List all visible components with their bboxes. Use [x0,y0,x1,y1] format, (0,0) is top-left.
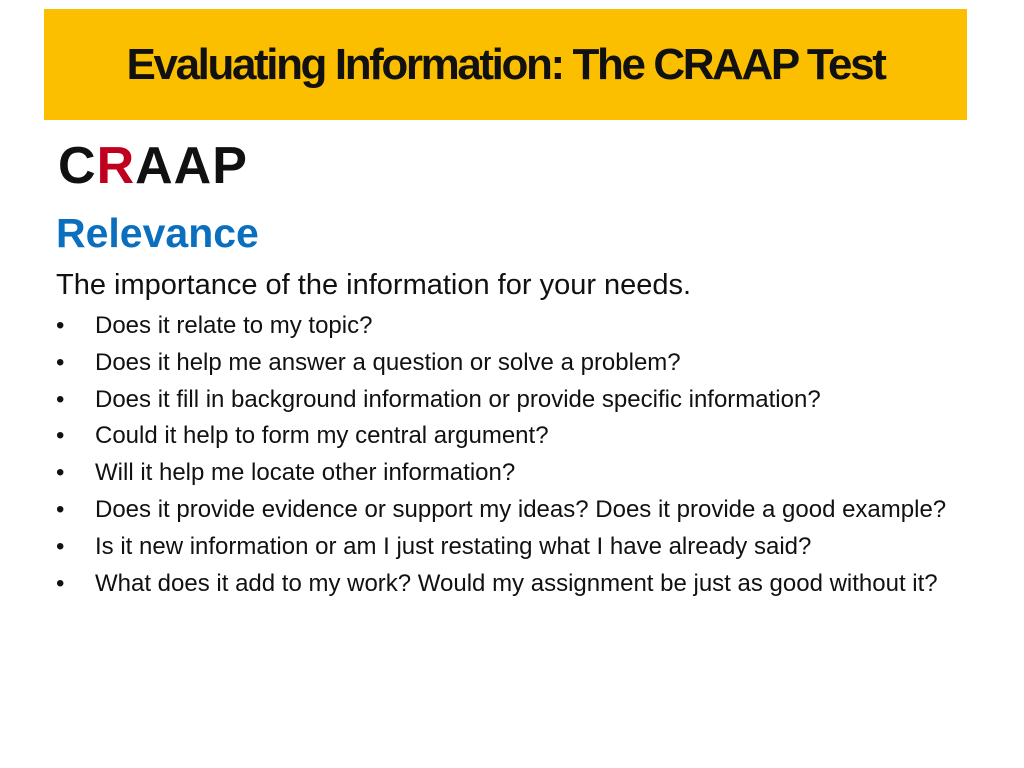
bullet-icon: • [56,422,65,450]
section-heading: Relevance [56,210,259,256]
bullet-item [56,345,986,382]
section-description: The importance of the information for your needs. [56,269,692,301]
bullet-text: Does it relate to my topic? [95,312,373,339]
bullet-text: Will it help me locate other information? [95,459,516,487]
bullet-text: Does it fill in background information or provide specific information? [95,385,821,413]
bullet-icon: • [56,312,65,339]
bullet-list [56,308,986,602]
bullet-item [56,308,986,345]
bullet-icon: • [56,459,65,487]
bullet-text: Could it help to form my central argument? [95,422,549,450]
slide-title: Evaluating Information: The CRAAP Test [126,39,885,89]
bullet-item [56,455,986,492]
acronym-heading [58,136,248,196]
acronym-letter-c: C [58,137,97,195]
bullet-icon: • [56,569,65,597]
bullet-text: Does it provide evidence or support my ideas? Does it provide a good example? [95,495,947,523]
bullet-item [56,382,986,419]
bullet-item [56,418,986,455]
bullet-item [56,492,986,529]
bullet-text: Does it help me answer a question or solve a problem? [95,348,681,376]
bullet-text: What does it add to my work? Would my assignment be just as good without it? [95,569,938,597]
bullet-text: Is it new information or am I just restating what I have already said? [95,532,812,560]
bullet-icon: • [56,532,65,560]
acronym-remaining-letters: AAP [135,137,248,195]
acronym-highlight-letter: R [96,137,136,195]
bullet-item [56,566,986,603]
bullet-icon: • [56,495,65,523]
bullet-icon: • [56,385,65,413]
title-bar [44,9,967,120]
bullet-icon: • [56,348,65,376]
bullet-item [56,529,986,566]
